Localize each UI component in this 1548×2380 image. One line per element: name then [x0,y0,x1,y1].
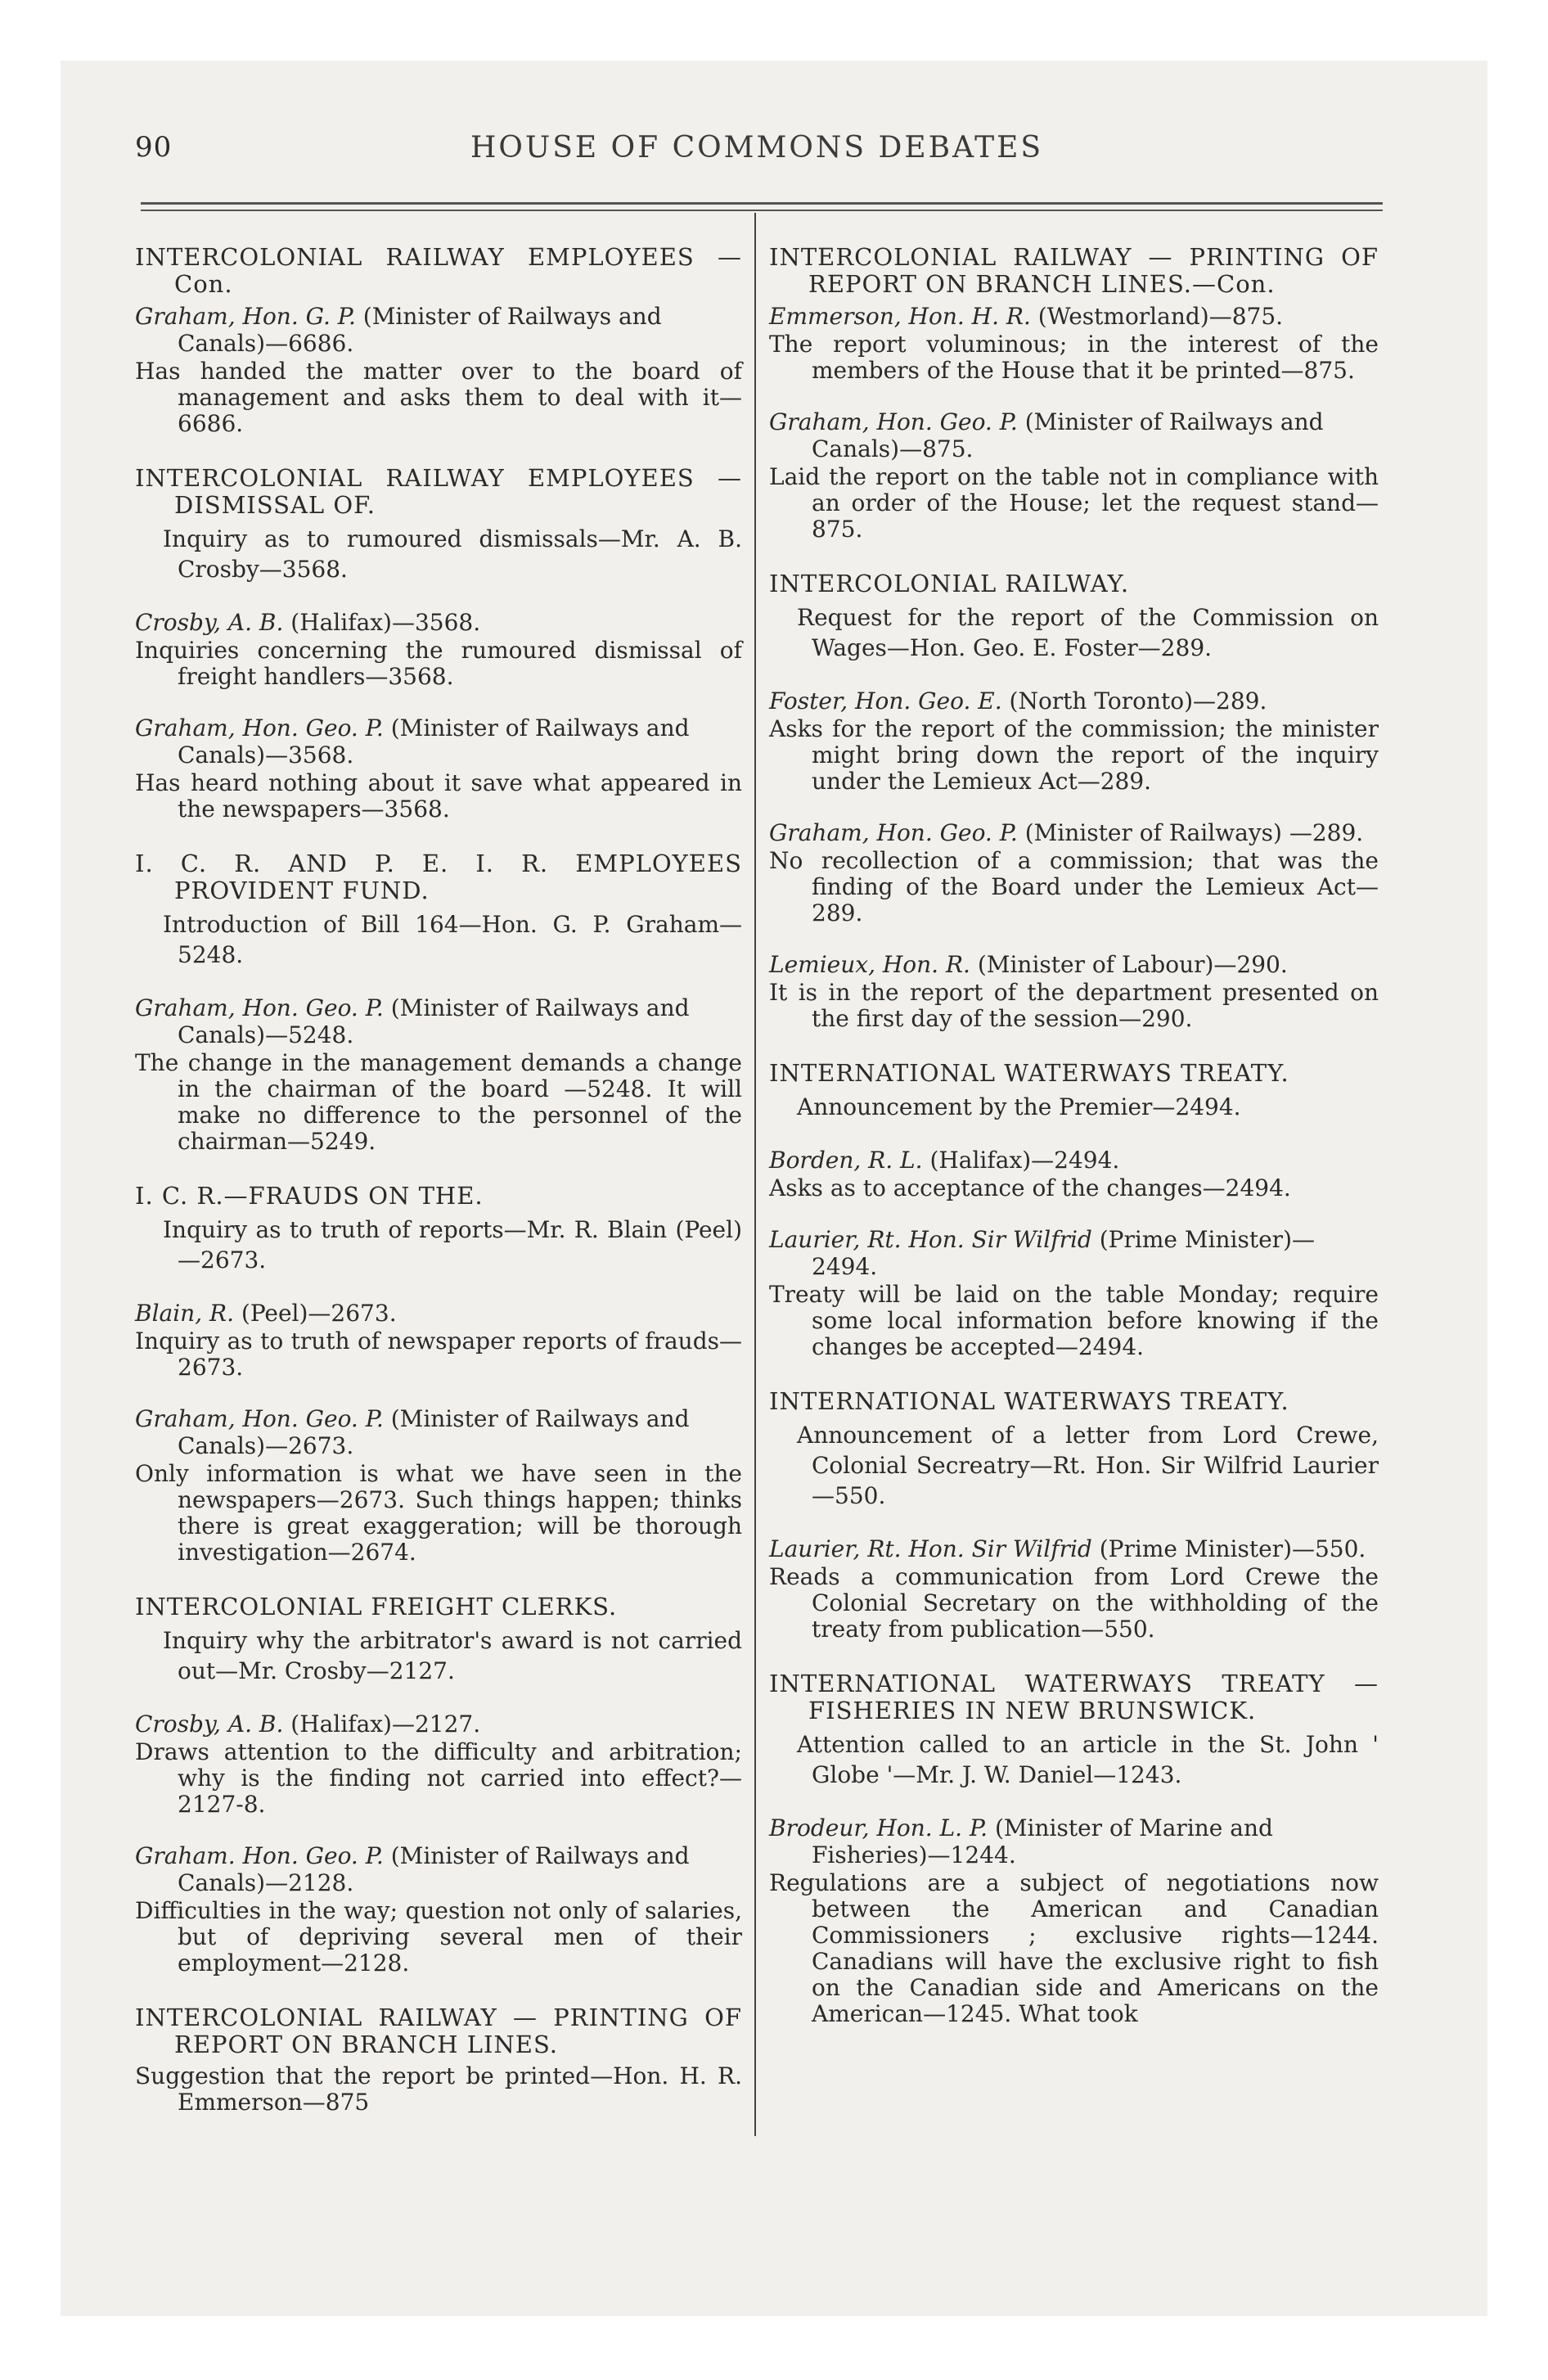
speaker-name: Graham, Hon. Geo. P. [769,408,1018,435]
entry-intro: Inquiry as to truth of reports—Mr. R. Blain (Peel)—2673. [163,1216,742,1273]
speaker-role: (Prime Minister)—2494. [812,1226,1315,1280]
speaker-entry [769,951,1379,978]
speaker-role: (Minister of Marine and Fisheries)—1244. [812,1814,1273,1868]
entry-summary: Only information is what we have seen in the newspapers—2673. Such things happen; thinks there is great exaggeration; will be thorough investigation—2674. [135,1460,742,1566]
entry-summary: Has heard nothing about it save what appeared in the newspapers—3568. [135,769,742,823]
entry-summary: Asks for the report of the commission; the minister might bring down the report of the inquiry under the Lemieux Act—289. [769,715,1379,795]
entry-intro: Announcement by the Premier—2494. [797,1093,1241,1120]
header-rule-bottom [141,210,1383,211]
speaker-entry [769,303,1379,330]
entry-summary: Treaty will be laid on the table Monday; require some local information before knowing if the changes be accepted—2494. [769,1281,1379,1360]
section-heading: INTERCOLONIAL RAILWAY — PRINTING OF REPORT ON BRANCH LINES. [135,2004,742,2058]
entry-intro: Attention called to an article in the St. John ' Globe '—Mr. J. W. Daniel—1243. [797,1731,1379,1788]
entry-intro: Introduction of Bill 164—Hon. G. P. Graham—5248. [163,911,742,968]
entry-summary: Regulations are a subject of negotiations now between the American and Canadian Commissioners ; exclusive rights—1244. Canadians will have the exclusive right to fish on the Canadian side and Americans on the American—1245. What took [769,1869,1379,2027]
entry-intro: Announcement of a letter from Lord Crewe, Colonial Secreatry—Rt. Hon. Sir Wilfrid Laurier—550. [797,1422,1379,1509]
entry-summary: Inquiry as to truth of newspaper reports of frauds—2673. [135,1327,742,1381]
speaker-role: (Halifax)—2494. [929,1147,1120,1174]
speaker-role: (Minister of Railways) —289. [1024,819,1364,846]
speaker-role: (Minister of Railways and Canals)—2673. [178,1405,690,1459]
speaker-entry [769,1226,1379,1280]
entry-intro: Inquiry as to rumoured dismissals—Mr. A. B. Crosby—3568. [163,525,742,583]
entry-summary: Asks as to acceptance of the changes—2494. [769,1174,1291,1201]
speaker-entry [769,1147,1379,1174]
speaker-role: (Minister of Labour)—290. [977,951,1288,978]
speaker-entry [135,609,742,636]
speaker-role: (Halifax)—2127. [290,1711,481,1738]
entry-summary: Reads a communication from Lord Crewe the Colonial Secretary on the withholding of the treaty from publication—550. [769,1563,1379,1643]
speaker-entry [135,714,742,769]
entry-summary: No recollection of a commission; that was the finding of the Board under the Lemieux Act—289. [769,847,1379,926]
speaker-name: Foster, Hon. Geo. E. [769,687,1002,714]
section-heading: INTERNATIONAL WATERWAYS TREATY. [769,1059,1289,1087]
speaker-entry [135,994,742,1048]
entry-summary: Suggestion that the report be printed—Hon. H. R. Emmerson—875 [135,2062,742,2116]
running-title: HOUSE OF COMMONS DEBATES [470,131,1044,165]
entry-summary: It is in the report of the department presented on the first day of the session—290. [769,979,1379,1032]
speaker-name: Brodeur, Hon. L. P. [769,1814,988,1841]
page-header [135,131,1387,180]
speaker-entry [769,819,1379,846]
speaker-role: (Westmorland)—875. [1037,303,1284,330]
section-heading: INTERCOLONIAL RAILWAY — PRINTING OF REPORT ON BRANCH LINES.—Con. [769,243,1379,298]
speaker-role: (Minister of Railways and Canals)—875. [812,408,1324,462]
section-heading: INTERCOLONIAL RAILWAY EMPLOYEES —DISMISSAL OF. [135,464,742,519]
speaker-entry [135,1842,742,1896]
entry-summary: The change in the management demands a change in the chairman of the board —5248. It will make no difference to the personnel of the chairman—5249. [135,1049,742,1155]
speaker-entry [135,1711,742,1738]
entry-intro: Inquiry why the arbitrator's award is not carried out—Mr. Crosby—2127. [163,1627,742,1684]
speaker-entry [135,303,742,357]
speaker-name: Graham, Hon. Geo. P. [135,994,384,1021]
section-heading: INTERCOLONIAL RAILWAY. [769,570,1130,597]
speaker-role: (North Toronto)—289. [1009,687,1267,714]
section-heading: I. C. R.—FRAUDS ON THE. [135,1182,484,1210]
speaker-role: (Halifax)—3568. [290,609,481,636]
speaker-entry [135,1300,742,1327]
speaker-name: Laurier, Rt. Hon. Sir Wilfrid [769,1535,1092,1562]
speaker-role: (Minister of Railways and Canals)—5248. [178,994,690,1048]
right-column [769,244,1379,2032]
section-heading: INTERNATIONAL WATERWAYS TREATY —FISHERIES IN NEW BRUNSWICK. [769,1670,1379,1724]
page-number: 90 [135,131,173,164]
speaker-entry [135,1405,742,1459]
section-heading: INTERCOLONIAL RAILWAY EMPLOYEES —Con. [135,243,742,298]
speaker-role: (Minister of Railways and Canals)—6686. [178,303,662,357]
speaker-entry [769,1535,1379,1562]
entry-summary: Inquiries concerning the rumoured dismissal of freight handlers—3568. [135,637,742,690]
speaker-name: Graham, Hon. Geo. P. [135,714,384,741]
speaker-role: (Minister of Railways and Canals)—2128. [178,1842,690,1896]
column-divider [754,213,756,2136]
section-heading: I. C. R. AND P. E. I. R. EMPLOYEES PROVIDENT FUND. [135,850,742,904]
entry-intro: Request for the report of the Commission on Wages—Hon. Geo. E. Foster—289. [797,604,1379,661]
section-heading: INTERNATIONAL WATERWAYS TREATY. [769,1387,1289,1415]
speaker-role: (Minister of Railways and Canals)—3568. [178,714,690,769]
section-heading: INTERCOLONIAL FREIGHT CLERKS. [135,1593,618,1620]
entry-summary: Draws attention to the difficulty and arbitration; why is the finding not carried into effect?—2127-8. [135,1738,742,1818]
speaker-name: Graham, Hon. Geo. P. [769,819,1018,846]
speaker-role: (Prime Minister)—550. [1099,1535,1366,1562]
speaker-entry [769,1814,1379,1868]
speaker-name: Graham. Hon. Geo. P. [135,1842,384,1869]
left-column [135,244,742,2121]
speaker-entry [769,687,1379,714]
speaker-name: Graham, Hon. Geo. P. [135,1405,384,1432]
speaker-name: Laurier, Rt. Hon. Sir Wilfrid [769,1226,1092,1253]
speaker-name: Crosby, A. B. [135,609,284,636]
entry-summary: Difficulties in the way; question not only of salaries, but of depriving several men of their employment—2128. [135,1897,742,1977]
header-rule-top [141,202,1383,205]
entry-summary: The report voluminous; in the interest of the members of the House that it be printed—875. [769,331,1379,384]
speaker-role: (Peel)—2673. [241,1300,397,1327]
speaker-name: Blain, R. [135,1300,234,1327]
speaker-entry [769,408,1379,462]
speaker-name: Graham, Hon. G. P. [135,303,356,330]
speaker-name: Crosby, A. B. [135,1711,284,1738]
entry-summary: Has handed the matter over to the board of management and asks them to deal with it—6686. [135,358,742,437]
speaker-name: Borden, R. L. [769,1147,923,1174]
speaker-name: Emmerson, Hon. H. R. [769,303,1031,330]
speaker-name: Lemieux, Hon. R. [769,951,970,978]
entry-summary: Laid the report on the table not in compliance with an order of the House; let the request stand—875. [769,463,1379,543]
